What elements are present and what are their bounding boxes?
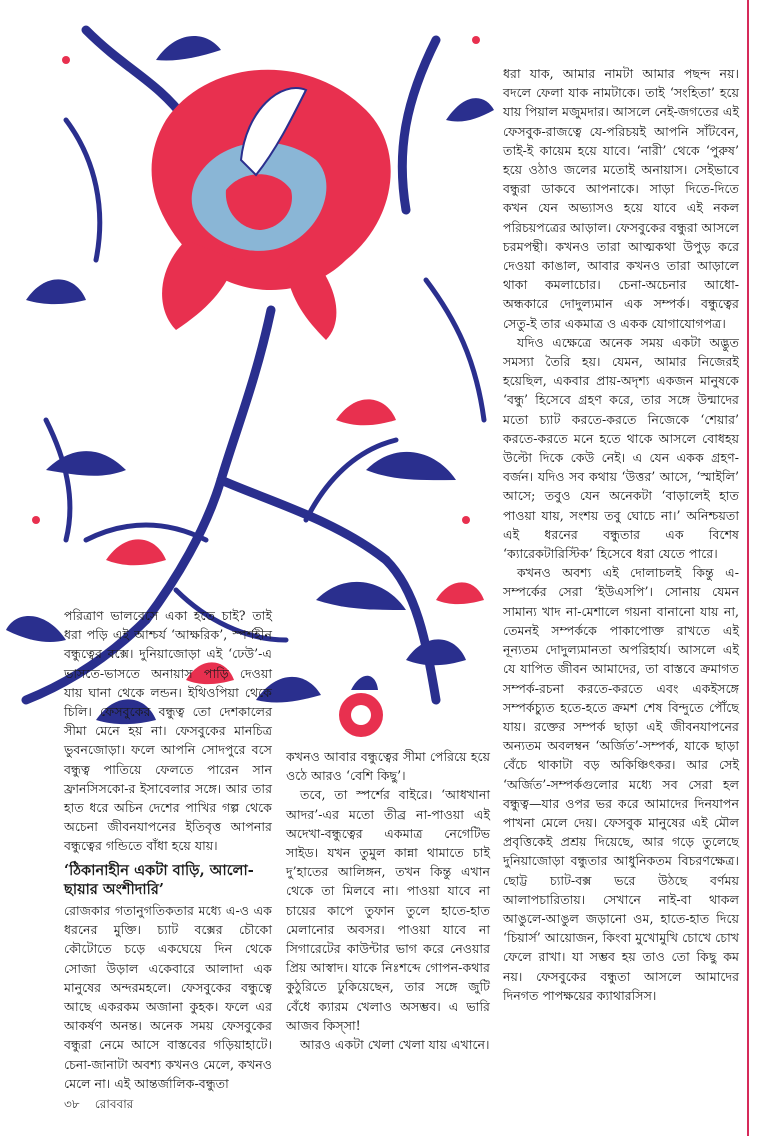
article-column-middle: [286, 747, 490, 1054]
paragraph: পরিত্রাণ ভালবেসে একা হতে চাই? তাই ধরা পড়ি এই আশ্চর্য ‘আক্ষরিক’, স্পর্শহীন বন্ধুত্বের বক্সে। দুনিয়াজোড়া এই ‘ঢেউ’-এ ভাসতে-ভাসতে অনায়াস পাড়ি দেওয়া যায় ঘানা থেকে লন্ডন। ইথিওপিয়া থেকে চিলি। ফেসবুকের বন্ধুত্ব তো দেশকালের সীমা মেনে হয় না। ফেসবুকের মানচিত্র ভুবনজোড়া। ফলে আপনি সোদপুরে বসে বন্ধুত্ব পাতিয়ে ফেলতে পারেন সান ফ্রানসিসকো-র ইসাবেলার সঙ্গে। আর তার হাত ধরে অচিন দেশের পাখির গল্প থেকে অচেনা জীবনযাপনের ইতিবৃত্ত আপনার বন্ধুত্বের গন্ডিতে বাঁধা হয়ে যায়।: [64, 608, 272, 854]
paragraph: রোজকার গতানুগতিকতার মধ্যে এ-ও এক ধরনের মুক্তি। চ্যাট বক্সের চৌকো কৌটোতে চড়ে একঘেয়ে দিন থেকে সোজা উড়াল একেবারে আলাদা এক মানুষের অন্দরমহলে। ফেসবুকের বন্ধুত্বে আছে একরকম অজানা কুহক। ফলে এর আকর্ষণ অনন্ত। অনেক সময় ফেসবুকের বন্ধুরা নেমে আসে বাস্তবের গড়িয়াহাটে। চেনা-জানাটা অবশ্য কখনও মেলে, কখনও মেলে না। এই আন্তর্জালিক-বন্ধুতা: [64, 903, 272, 1091]
article-column-right: [503, 64, 739, 1005]
paragraph: যদিও এক্ষেত্রে অনেক সময় একটা অদ্ভুত সমস্যা তৈরি হয়। যেমন, আমার নিজেরই হয়েছিল, একবার প্রায়-অদৃশ্য একজন মানুষকে ‘বন্ধু’ হিসেবে গ্রহণ করে, তার সঙ্গে উন্মাদের মতো চ্যাট করতে-করতে নিজেকে ‘শেয়ার’ করতে-করতে মনে হতে থাকে আসলে বোধহয় উল্টো দিকে কেউ নেই। এ যেন একক গ্রহণ-বর্জন। যদিও সব কথায় ‘উত্তর’ আসে, ‘স্মাইলি’ আসে; তবুও যেন অনেকটা ‘বাড়ালেই হাত পাওয়া যায়, সংশয় তবু ঘোচে না।’ অনিশ্চয়তা এই ধরনের বন্ধুতার এক বিশেষ ‘ক্যারেকটারিস্টিক’ হিসেবে ধরা যেতে পারে।: [503, 334, 739, 562]
subheading: ‘ঠিকানাহীন একটা বাড়ি, আলো-ছায়ার অংশীদারি’: [64, 861, 254, 898]
paragraph: আরও একটা খেলা খেলা যায় এখানে।: [300, 1037, 490, 1053]
paragraph: ধরা যাক, আমার নামটা আমার পছন্দ নয়। বদলে ফেলা যাক নামটাকে। তাই ‘সংহিতা’ হয়ে যায় পিয়াল মজুমদার। আসলে নেই-জগতের এই ফেসবুক-রাজত্বে যে-পরিচয়ই আপনি সাঁটবেন, তাই-ই কায়েম হয়ে যাবে। ‘নারী’ থেকে ‘পুরুষ’ হয়ে ওঠাও জলের মতোই অনায়াস। সেইভাবে বন্ধুরা ডাকবে আপনাকে। সাড়া দিতে-দিতে কখন যেন অভ্যাসও হয়ে যাবে এই নকল পরিচয়পত্রের আড়াল। ফেসবুকের বন্ধুরা আসলে চরমপন্থী। কখনও তারা আত্মকথা উপুড় করে দেওয়া কাঙাল, আবার কখনও তারা আড়ালে থাকা কমলাচোর। চেনা-অচেনার আধো-অন্ধকারে দোদুল্যমান এক সম্পর্ক। বন্ধুত্বের সেতু-ই তার একমাত্র ও একক যোগাযোগপত্র।: [503, 66, 739, 331]
paragraph: তবে, তা স্পর্শের বাইরে। ‘আধখানা আদর’-এর মতো তীব্র না-পাওয়া এই অদেখা-বন্ধুত্বের একমাত্র নেগেটিভ সাইড। যখন তুমুল কান্না থামাতে চাই দু’হাতের আলিঙ্গন, তখন কিন্তু এখান থেকে তা মিলবে না। পাওয়া যাবে না চায়ের কাপে তুফান তুলে হাতে-হাত মেলানোর অবসর। পাওয়া যাবে না সিগারেটের কাউন্টার ভাগ করে নেওয়ার প্রিয় আস্বাদ। যাকে নিঃশব্দে গোপন-কথার কুঠুরিতে ঢুকিয়েছেন, তার সঙ্গে জুটি বেঁধে ক্যারম খেলাও অসম্ভব। এ ভারি আজব কিস্‌সা!: [286, 787, 490, 1033]
paragraph: কখনও অবশ্য এই দোলাচলই কিন্তু এ-সম্পর্কের সেরা ‘ইউএসপি’। সোনায় যেমন সামান্য খাদ না-মেশালে গয়না বানানো যায় না, তেমনই সম্পর্ককে পাকাপোক্ত রাখতে এই নূন্যতম দোদুল্যমানতা অপরিহার্য। আসলে এই যে যাপিত জীবন আমাদের, তা বাস্তবে ক্রমাগত সম্পর্ক-রচনা করতে-করতে এবং একইসঙ্গে সম্পর্কচ্যুত হতে-হতে ক্রমশ শেষ বিন্দুতে পৌঁছে যায়। রক্তের সম্পর্ক ছাড়া এই জীবনযাপনের অন্যতম অবলম্বন ‘অর্জিত’-সম্পর্ক, যাকে ছাড়া বেঁচে থাকাটা বড় অকিঞ্চিৎকর। আর সেই ‘অর্জিত’-সম্পর্কগুলোর মধ্যে সব সেরা হল বন্ধুত্ব—যার ওপর ভর করে আমাদের দিনযাপন পাখনা মেলে দেয়। ফেসবুক মানুষের এই মৌল প্রবৃত্তিকেই প্রশ্রয় দিয়েছে, আর গড়ে তুলেছে দুনিয়াজোড়া বন্ধুতার আধুনিকতম বিচরণক্ষেত্র। ছোট্ট চ্যাট-বক্স ভরে উঠছে বর্ণময় আলাপচারিতায়। সেখানে নাই-বা থাকল আঙুলে-আঙুল জড়ানো ওম, হাতে-হাত দিয়ে ‘চিয়ার্স’ আয়োজন, কিংবা মুখোমুখি চোখে চোখ ফেলে রাখা। যা সম্ভব হয় তাও তো কিছু কম নয়। ফেসবুকের বন্ধুতা আসলে আমাদের দিনগত পাপক্ষয়ের ক্যাথারসিস।: [503, 565, 739, 1003]
magazine-name: রোববার: [94, 1097, 134, 1111]
article-column-left: [64, 606, 272, 1093]
paragraph: কখনও আবার বন্ধুত্বের সীমা পেরিয়ে হয়ে ওঠে আরও ‘বেশি কিছু’।: [286, 749, 490, 784]
page-number: ৩৮: [64, 1097, 80, 1111]
page-folio: [64, 1096, 133, 1116]
page-edge-rule: [747, 0, 749, 1136]
